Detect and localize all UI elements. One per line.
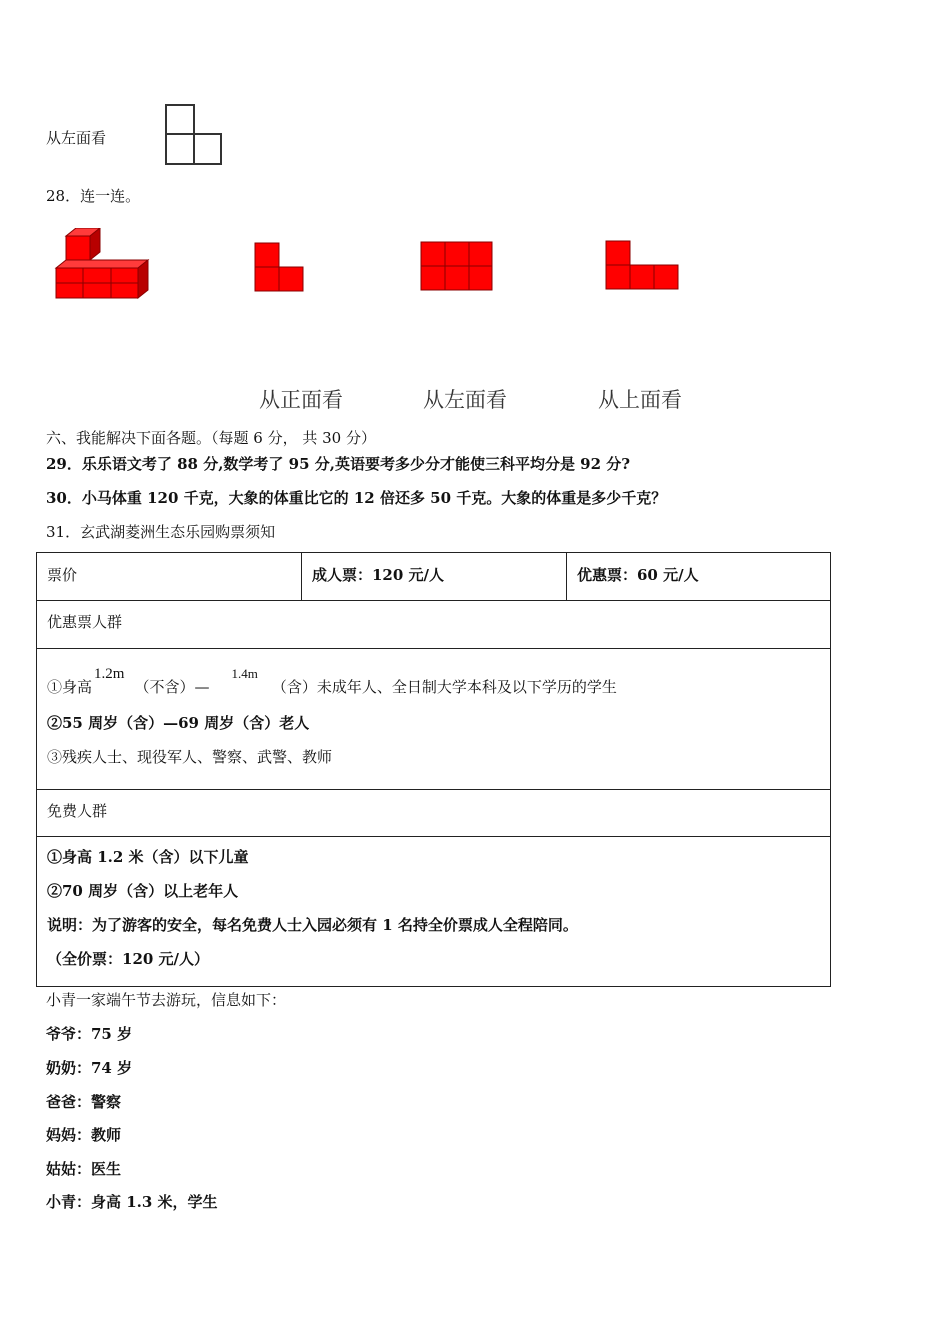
free-item-2: ②70 周岁（含）以上老年人 [47,882,239,900]
family-member-grandma: 奶奶：74 岁 [46,1059,133,1077]
free-group-title: 免费人群 [37,790,831,837]
view-label-left: 从左面看 [423,388,507,412]
height-low: 1.2m [94,666,125,682]
family-member-aunt: 姑姑：医生 [46,1160,122,1178]
family-member-grandpa: 爷爷：75 岁 [46,1025,133,1043]
q28-title: 28．连一连。 [46,187,141,205]
q31-title: 31．玄武湖菱洲生态乐园购票须知 [46,523,276,541]
price-label-cell: 票价 [37,553,302,601]
discount-ticket-cell: 优惠票：60 元/人 [567,553,831,601]
discount-item-3: ③残疾人士、现役军人、警察、武警、教师 [47,748,333,766]
view-shape-1 [254,242,306,294]
left-view-label: 从左面看 [46,129,107,147]
free-note: 说明：为了游客的安全，每名免费人士入园必须有 1 名持全价票成人全程陪同。 [47,916,578,934]
discount-item-2: ②55 周岁（含）—69 周岁（含）老人 [47,714,310,732]
q30-text: 30．小马体重 120 千克，大象的体重比它的 12 倍还多 50 千克。大象的体重是多少千克？ [46,489,667,507]
discount-group-title: 优惠票人群 [37,601,831,649]
family-member-mom: 妈妈：教师 [46,1126,122,1144]
view-shape-3 [605,240,681,292]
family-member-dad: 爸爸：警察 [46,1093,122,1111]
left-view-figure [164,103,224,167]
view-shape-2 [420,241,494,293]
family-intro: 小青一家端午节去游玩，信息如下： [46,991,287,1009]
q29-text: 29．乐乐语文考了 88 分,数学考了 95 分,英语要考多少分才能使三科平均分是 92 分? [46,455,631,473]
full-price-note: （全价票：120 元/人） [47,950,210,968]
family-member-xiaoqing: 小青：身高 1.3 米，学生 [46,1193,218,1211]
free-item-1: ①身高 1.2 米（含）以下儿童 [47,848,249,866]
cube-solid-figure [52,228,152,302]
view-label-top: 从上面看 [598,388,682,412]
discount-group-items [37,649,831,790]
ticket-notice-table [36,552,831,987]
height-high: 1.4m [231,666,258,681]
free-group-items [37,837,831,987]
view-label-front: 从正面看 [259,388,343,412]
discount-item-1: ①身高1.2m（不含）—1.4m（含）未成年人、全日制大学本科及以下学历的学生 [47,666,617,696]
adult-ticket-cell: 成人票：120 元/人 [302,553,567,601]
section-heading: 六、我能解决下面各题。（每题 6 分， 共 30 分） [46,429,376,447]
